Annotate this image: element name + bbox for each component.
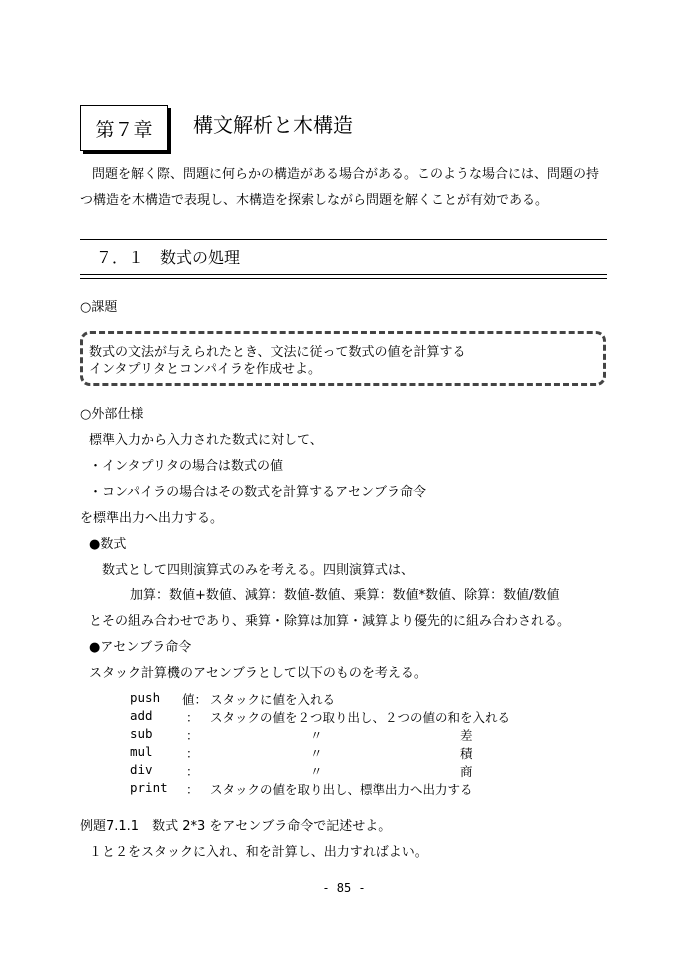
- instruction-table: [130, 690, 510, 798]
- formula-line-1: 数式として四則演算式のみを考える。四則演算式は、: [102, 563, 415, 578]
- instruction-ditto: 〃: [310, 728, 323, 743]
- page-number: - 85 -: [322, 881, 366, 895]
- instruction-desc: [210, 744, 310, 762]
- spec-heading: ○外部仕様: [80, 407, 144, 422]
- instruction-desc: [210, 726, 310, 744]
- formula-line-3: とその組み合わせであり、乗算・除算は加算・減算より優先的に組み合わされる。: [89, 614, 571, 629]
- intro-line-1: 問題を解く際、問題に何らかの構造がある場合がある。このような場合には、問題の持: [92, 167, 600, 182]
- instruction-result: 差: [460, 728, 473, 743]
- spec-line-4: を標準出力へ出力する。: [80, 511, 224, 526]
- assembler-heading: ●アセンブラ命令: [89, 640, 192, 655]
- instruction-op: mul: [130, 744, 153, 759]
- instruction-result: 商: [460, 764, 473, 779]
- intro-line-2: つ構造を木構造で表現し、木構造を探索しながら問題を解くことが有効である。: [80, 193, 549, 208]
- spec-line-3: ・コンパイラの場合はその数式を計算するアセンブラ命令: [89, 485, 426, 500]
- example-title: 例題7.1.1 数式 2*3 をアセンブラ命令で記述せよ。: [80, 819, 392, 834]
- instruction-colon: 値：: [182, 692, 208, 707]
- instruction-row: [130, 726, 510, 744]
- section-rule-bottom-2: [80, 278, 607, 279]
- instruction-colon: ：: [186, 728, 199, 743]
- instruction-result: 積: [460, 746, 473, 761]
- instruction-row: [130, 780, 510, 798]
- instruction-desc: スタックの値を取り出し、標準出力へ出力する: [210, 782, 473, 797]
- section-rule-top: [80, 239, 607, 240]
- instruction-ditto: 〃: [310, 764, 323, 779]
- task-text: [89, 344, 465, 378]
- instruction-colon: ：: [186, 710, 199, 725]
- instruction-row: [130, 744, 510, 762]
- instruction-ditto: 〃: [310, 746, 323, 761]
- chapter-label-box: [80, 105, 168, 151]
- task-line-2: インタプリタとコンパイラを作成せよ。: [89, 362, 322, 377]
- section-title: ７．１ 数式の処理: [96, 248, 241, 267]
- spec-line-1: 標準入力から入力された数式に対して、: [89, 433, 323, 448]
- instruction-colon: ：: [186, 764, 199, 779]
- instruction-desc: [210, 762, 310, 780]
- formula-heading: ●数式: [89, 537, 127, 552]
- spec-line-2: ・インタプリタの場合は数式の値: [89, 459, 283, 474]
- instruction-op: sub: [130, 726, 153, 741]
- instruction-op: print: [130, 780, 168, 795]
- instruction-colon: ：: [186, 746, 199, 761]
- assembler-intro: スタック計算機のアセンブラとして以下のものを考える。: [89, 666, 427, 681]
- example-answer: １と２をスタックに入れ、和を計算し、出力すればよい。: [89, 845, 428, 860]
- instruction-row: [130, 708, 510, 726]
- instruction-row: [130, 762, 510, 780]
- section-rule-bottom-1: [80, 274, 607, 275]
- instruction-desc: スタックに値を入れる: [210, 692, 336, 707]
- chapter-label: 第７章: [95, 118, 153, 141]
- task-line-1: 数式の文法が与えられたとき、文法に従って数式の値を計算する: [89, 345, 466, 360]
- chapter-title: 構文解析と木構造: [193, 113, 353, 137]
- instruction-op: push: [130, 690, 161, 705]
- formula-line-2: 加算：数値+数値、減算：数値-数値、乗算：数値*数値、除算：数値/数値: [130, 588, 560, 603]
- instruction-desc: スタックの値を２つ取り出し、２つの値の和を入れる: [210, 710, 511, 725]
- instruction-row: [130, 690, 510, 708]
- instruction-op: add: [130, 708, 153, 723]
- task-heading: ○課題: [80, 300, 118, 315]
- instruction-op: div: [130, 762, 153, 777]
- instruction-colon: ：: [186, 782, 199, 797]
